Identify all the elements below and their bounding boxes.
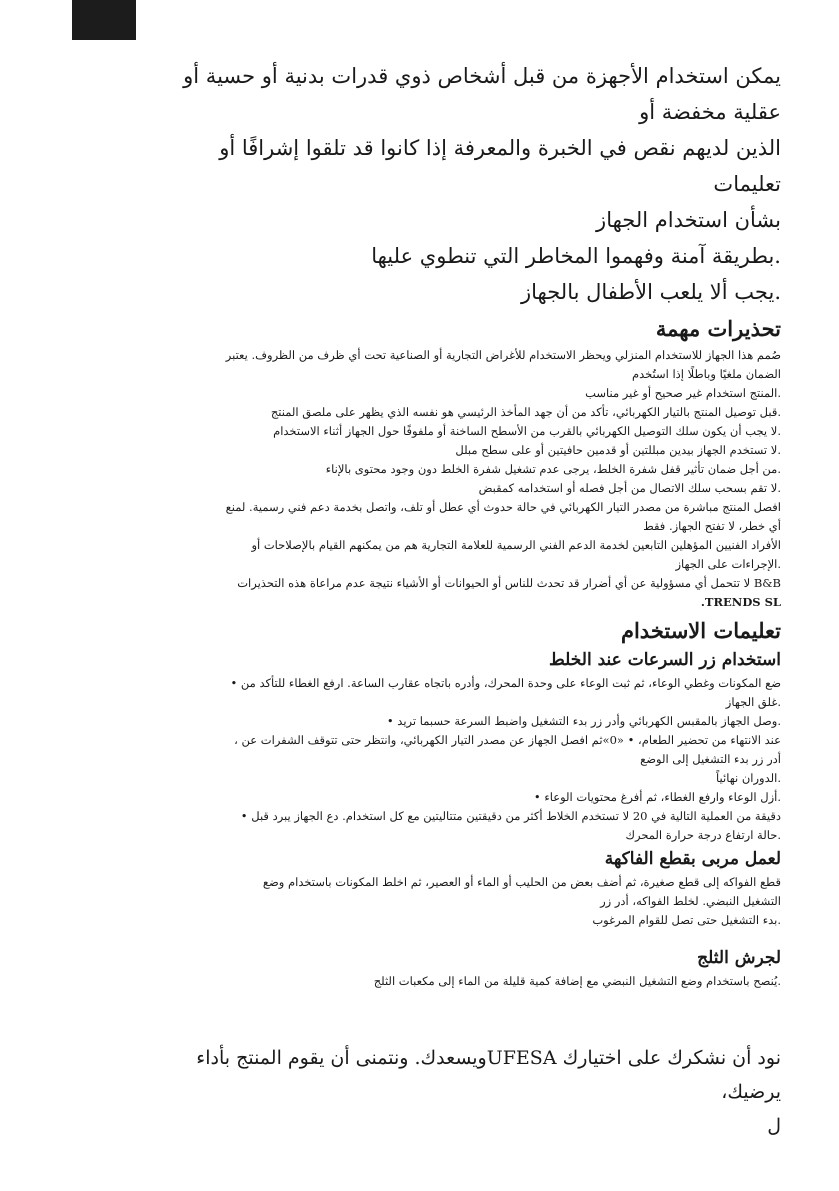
- warning-line: أي خطر، لا تفتح الجهاز. فقط: [643, 519, 781, 533]
- corner-block: [72, 0, 136, 40]
- jam-line: .بدء التشغيل حتى تصل للقوام المرغوب: [592, 913, 781, 927]
- intro-line: يمكن استخدام الأجهزة من قبل أشخاص ذوي قدرات بدنية أو حسية أو: [183, 64, 781, 88]
- warning-line: .من أجل ضمان تأثير قفل شفرة الخلط، يرجى عدم تشغيل شفرة الخلط دون وجود محتوى بالإناء: [325, 462, 781, 476]
- thank-you-paragraph: [165, 1041, 781, 1143]
- speed-line: .أزل الوعاء وارفع الغطاء، ثم أفرغ محتويات الوعاء •: [533, 790, 781, 804]
- speed-line: ضع المكونات وغطي الوعاء، ثم ثبت الوعاء على وحدة المحرك، وأدره باتجاه عقارب الساعة. ارفع الغطاء للتأكد من •: [230, 676, 781, 690]
- speed-line: عند الانتهاء من تحضير الطعام، • «0»ثم افصل الجهاز عن مصدر التيار الكهربائي، وانتظر حتى تتوقف الشفرات عن ،: [234, 733, 781, 747]
- warning-line: .لا تستخدم الجهاز بيدين مبللتين أو قدمين حافيتين أو على سطح مبلل: [455, 443, 781, 457]
- outro-line: نود أن نشكرك على اختيارك UFESAويسعدك. ونتمنى أن يقوم المنتج بأداء يرضيك،: [196, 1047, 781, 1103]
- warning-line: B&B لا تتحمل أي مسؤولية عن أي أضرار قد تحدث للناس أو الحيوانات أو الأشياء نتيجة عدم مراعاة هذه التحذيرات: [237, 576, 781, 590]
- intro-line: الذين لديهم نقص في الخبرة والمعرفة إذا كانوا قد تلقوا إشرافًا أو تعليمات: [219, 136, 781, 196]
- jam-heading: لعمل مربى بقطع الفاكهة: [604, 849, 781, 869]
- speed-text: [165, 674, 781, 845]
- warning-line: الأفراد الفنيين المؤهلين التابعين لخدمة الدعم الفني الرسمية للعلامة التجارية هم من يمكنهم القيام بالإصلاحات أو: [251, 538, 781, 552]
- speed-line: .غلق الجهاز: [725, 695, 781, 709]
- warnings-heading: تحذيرات مهمة: [655, 316, 781, 341]
- speed-line: .حالة ارتفاع درجة حرارة المحرك: [625, 828, 781, 842]
- speed-line: دقيقة من العملية التالية في 20 لا تستخدم الخلاط أكثر من دقيقتين متتاليتين مع كل استخدام. دع الجهاز يبرد قبل •: [240, 809, 781, 823]
- intro-line: .يجب ألا يلعب الأطفال بالجهاز: [521, 280, 781, 304]
- warning-line: .لا تقم بسحب سلك الاتصال من أجل فصله أو استخدامه كمقبض: [478, 481, 781, 495]
- warning-line: صُمم هذا الجهاز للاستخدام المنزلي ويحظر الاستخدام للأغراض التجارية أو الصناعية تحت أي ظرف من الظروف. يعتبر: [225, 348, 781, 362]
- ice-heading: لجرش الثلج: [697, 948, 781, 968]
- warning-line: .لا يجب أن يكون سلك التوصيل الكهربائي بالقرب من الأسطح الساخنة أو ملفوفًا حول الجهاز أثناء الاستخدام: [273, 424, 781, 438]
- warnings-text: [165, 346, 781, 612]
- intro-line: بشأن استخدام الجهاز: [596, 208, 781, 232]
- manual-page: [165, 58, 781, 1143]
- speed-line: أدر زر بدء التشغيل إلى الوضع: [640, 752, 781, 766]
- warning-line: .قبل توصيل المنتج بالتيار الكهربائي، تأكد من أن جهد المأخذ الرئيسي هو نفسه الذي يظهر على ملصق المنتج: [270, 405, 781, 419]
- warning-line: افصل المنتج مباشرة من مصدر التيار الكهربائي في حالة حدوث أي عطل أو تلف، واتصل بخدمة دعم فني رسمية. لمنع: [225, 500, 781, 514]
- jam-line: التشغيل النبضي. لخلط الفواكه، أدر زر: [600, 894, 781, 908]
- warning-line: .الإجراءات على الجهاز: [675, 557, 781, 571]
- usage-heading: تعليمات الاستخدام: [620, 618, 781, 643]
- jam-text: [165, 873, 781, 930]
- ice-line: .يُنصح باستخدام وضع التشغيل النبضي مع إضافة كمية قليلة من الماء إلى مكعبات الثلج: [373, 974, 781, 988]
- jam-line: قطع الفواكه إلى قطع صغيرة، ثم أضف بعض من الحليب أو الماء أو العصير، ثم اخلط المكونات باستخدام وضع: [262, 875, 781, 889]
- speed-heading: استخدام زر السرعات عند الخلط: [549, 650, 781, 670]
- ice-text: [165, 972, 781, 991]
- warning-line: الضمان ملغيًا وباطلًا إذا استُخدم: [631, 367, 781, 381]
- intro-line: .بطريقة آمنة وفهموا المخاطر التي تنطوي عليها: [371, 244, 781, 268]
- speed-line: .وصل الجهاز بالمقبس الكهربائي وأدر زر بدء التشغيل واضبط السرعة حسبما تريد •: [386, 714, 781, 728]
- intro-line: عقلية مخفضة أو: [639, 100, 781, 124]
- warning-line: .المنتج استخدام غير صحيح أو غير مناسب: [585, 386, 781, 400]
- intro-paragraph: [165, 58, 781, 310]
- speed-line: .الدوران نهائياً: [716, 771, 781, 785]
- outro-line: ل: [767, 1115, 781, 1137]
- warning-line: TRENDS SL.: [700, 595, 781, 609]
